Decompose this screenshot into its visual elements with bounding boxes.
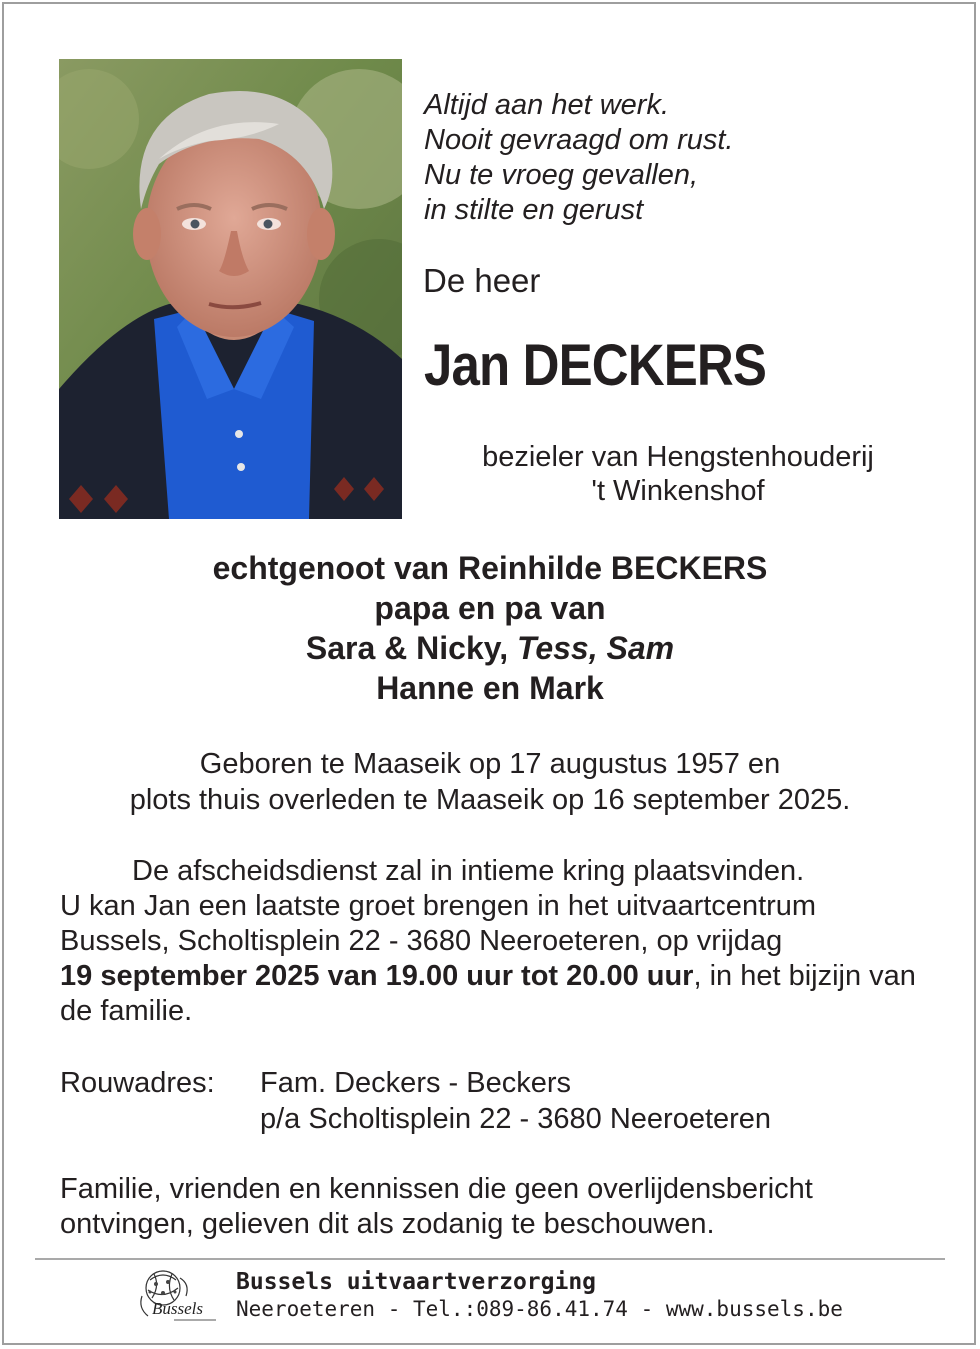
- deceased-name: Jan DECKERS: [424, 333, 767, 398]
- poem-line: Nooit gevraagd om rust.: [424, 124, 734, 156]
- children-line: [0, 628, 980, 668]
- memorial-poem: [424, 88, 733, 228]
- family-block: [0, 548, 980, 708]
- salutation: De heer: [423, 262, 541, 299]
- grandchildren-names: Tess, Sam: [516, 630, 675, 666]
- footer-divider: [35, 1258, 945, 1260]
- title-line: bezieler van Hengstenhouderij: [482, 441, 874, 473]
- spouse-line: echtgenoot van Reinhilde BECKERS: [212, 550, 768, 586]
- company-name: Bussels uitvaartverzorging: [236, 1269, 597, 1295]
- service-intro: De afscheidsdienst zal in intieme kring plaatsvinden.: [132, 855, 805, 887]
- death-line: plots thuis overleden te Maaseik op 16 september 2025.: [129, 784, 851, 816]
- portrait-photo: [59, 59, 402, 519]
- footer: [236, 1268, 843, 1323]
- address-line: p/a Scholtisplein 22 - 3680 Neeroeteren: [260, 1103, 772, 1135]
- address-label: Rouwadres:: [60, 1067, 215, 1099]
- notice-text: Familie, vrienden en kennissen die geen overlijdensbericht ontvingen, gelieven dit als zodanig te beschouwen.: [60, 1173, 813, 1240]
- children-line: Hanne en Mark: [376, 670, 604, 706]
- svg-text:Bussels: Bussels: [152, 1299, 203, 1318]
- service-datetime: 19 september 2025 van 19.00 uur tot 20.00 uur: [60, 960, 694, 992]
- service-details: U kan Jan een laatste groet brengen in het uitvaartcentrum Bussels, Scholtisplein 22 - 3680 Neeroeteren, op vrijdag 19 september 2025 van 19.00 uur tot 20.00 uur, in het bijzijn van de familie.: [60, 890, 916, 1027]
- address-line: Fam. Deckers - Beckers: [260, 1067, 571, 1099]
- birth-line: Geboren te Maaseik op 17 augustus 1957 en: [199, 748, 781, 780]
- bussels-logo: [130, 1266, 222, 1326]
- title-line: 't Winkenshof: [591, 475, 765, 507]
- children-intro: papa en pa van: [374, 590, 606, 626]
- poem-line: Nu te vroeg gevallen,: [424, 159, 699, 191]
- children-names: Sara & Nicky,: [305, 630, 509, 666]
- dates-block: [0, 746, 980, 818]
- company-contact: Neeroeteren - Tel.:089-86.41.74 - www.bussels.be: [236, 1297, 843, 1321]
- poem-line: Altijd aan het werk.: [424, 89, 670, 121]
- deceased-title: [440, 440, 916, 508]
- service-block: [60, 854, 920, 1029]
- poem-line: in stilte en gerust: [424, 194, 644, 226]
- mourning-address: [60, 1065, 771, 1137]
